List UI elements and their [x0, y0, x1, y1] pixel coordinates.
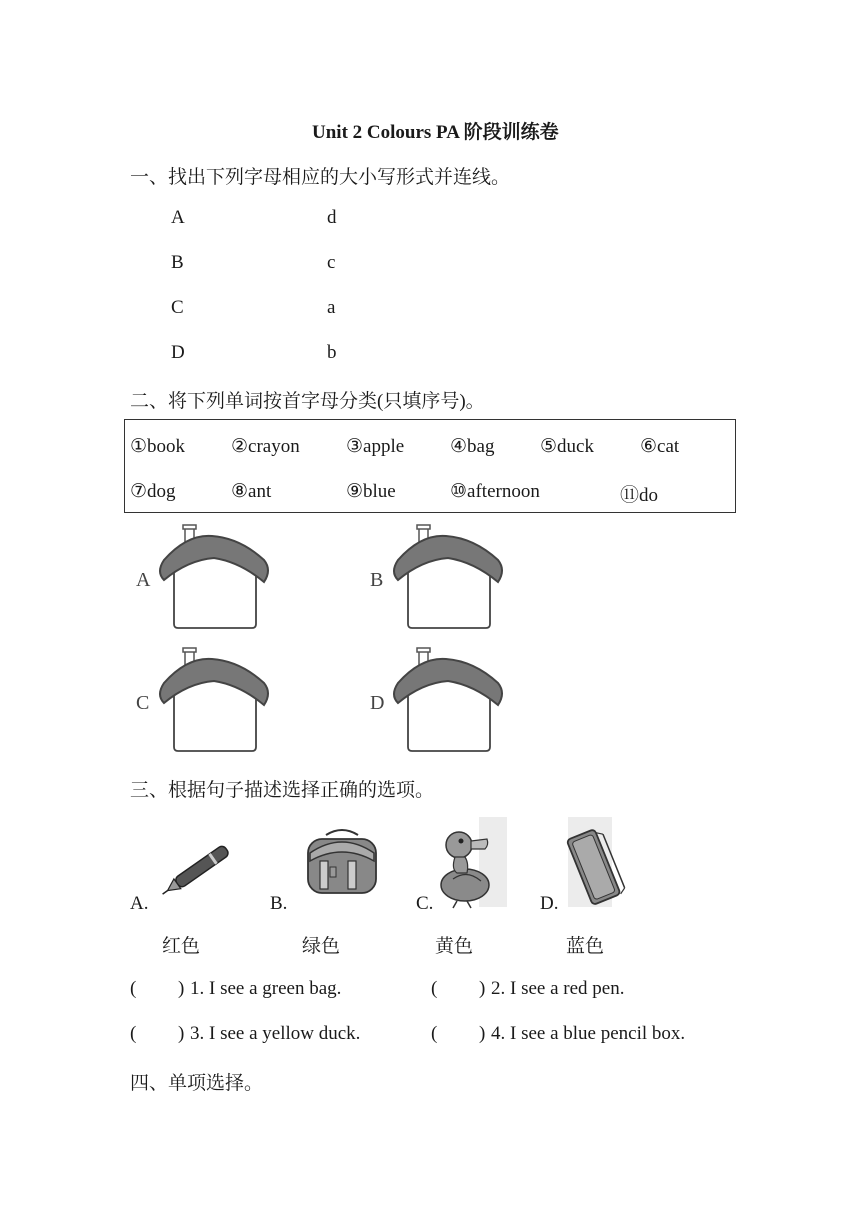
house-label: C: [136, 692, 150, 714]
lowercase-letter: c: [327, 252, 336, 273]
word-item: ⑪do: [620, 485, 659, 506]
lowercase-letter: a: [327, 297, 336, 318]
house-b-icon: [366, 522, 511, 634]
word-item: ②crayon: [231, 436, 300, 457]
answer-paren: (: [431, 1023, 438, 1044]
house-label: A: [136, 569, 151, 591]
answer-paren: (: [130, 1023, 137, 1044]
color-label: 红色: [162, 936, 201, 957]
color-label: 蓝色: [566, 936, 605, 957]
question-text: 3. I see a yellow duck.: [190, 1023, 361, 1044]
word-item: ⑦dog: [130, 481, 176, 502]
house-label: B: [370, 569, 384, 591]
house-c-icon: [132, 645, 277, 757]
word-item: ④bag: [450, 436, 495, 457]
answer-paren: ): [479, 978, 486, 999]
answer-paren: ): [178, 1023, 185, 1044]
answer-paren: ): [178, 978, 185, 999]
pencil-box-icon: [562, 815, 632, 910]
uppercase-letter: C: [171, 297, 184, 318]
section1-heading: 一、找出下列字母相应的大小写形式并连线。: [130, 167, 511, 188]
question-text: 4. I see a blue pencil box.: [491, 1023, 686, 1044]
pen-icon: [155, 835, 240, 905]
answer-paren: (: [431, 978, 438, 999]
uppercase-letter: A: [171, 207, 185, 228]
word-item: ⑥cat: [640, 436, 680, 457]
question-text: 1. I see a green bag.: [190, 978, 342, 999]
section2-heading: 二、将下列单词按首字母分类(只填序号)。: [130, 391, 485, 412]
uppercase-letter: B: [171, 252, 184, 273]
word-item: ①book: [130, 436, 186, 457]
question-text: 2. I see a red pen.: [491, 978, 625, 999]
lowercase-letter: b: [327, 342, 337, 363]
word-item: ⑧ant: [231, 481, 272, 502]
house-a-icon: [132, 522, 277, 634]
color-label: 黄色: [435, 936, 474, 957]
answer-paren: (: [130, 978, 137, 999]
option-letter: D.: [540, 893, 559, 914]
uppercase-letter: D: [171, 342, 185, 363]
color-label: 绿色: [302, 936, 341, 957]
duck-icon: [437, 815, 522, 910]
bag-icon: [300, 825, 385, 900]
lowercase-letter: d: [327, 207, 337, 228]
house-d-icon: [366, 645, 511, 757]
word-item: ⑨blue: [346, 481, 396, 502]
word-item: ③apple: [346, 436, 405, 457]
option-letter: A.: [130, 893, 149, 914]
word-item: ⑩afternoon: [450, 481, 540, 502]
house-label: D: [370, 692, 385, 714]
section3-heading: 三、根据句子描述选择正确的选项。: [130, 780, 435, 801]
option-letter: B.: [270, 893, 288, 914]
answer-paren: ): [479, 1023, 486, 1044]
option-letter: C.: [416, 893, 434, 914]
word-item: ⑤duck: [540, 436, 594, 457]
section4-heading: 四、单项选择。: [130, 1073, 264, 1094]
page-title: Unit 2 Colours PA 阶段训练卷: [312, 122, 559, 143]
